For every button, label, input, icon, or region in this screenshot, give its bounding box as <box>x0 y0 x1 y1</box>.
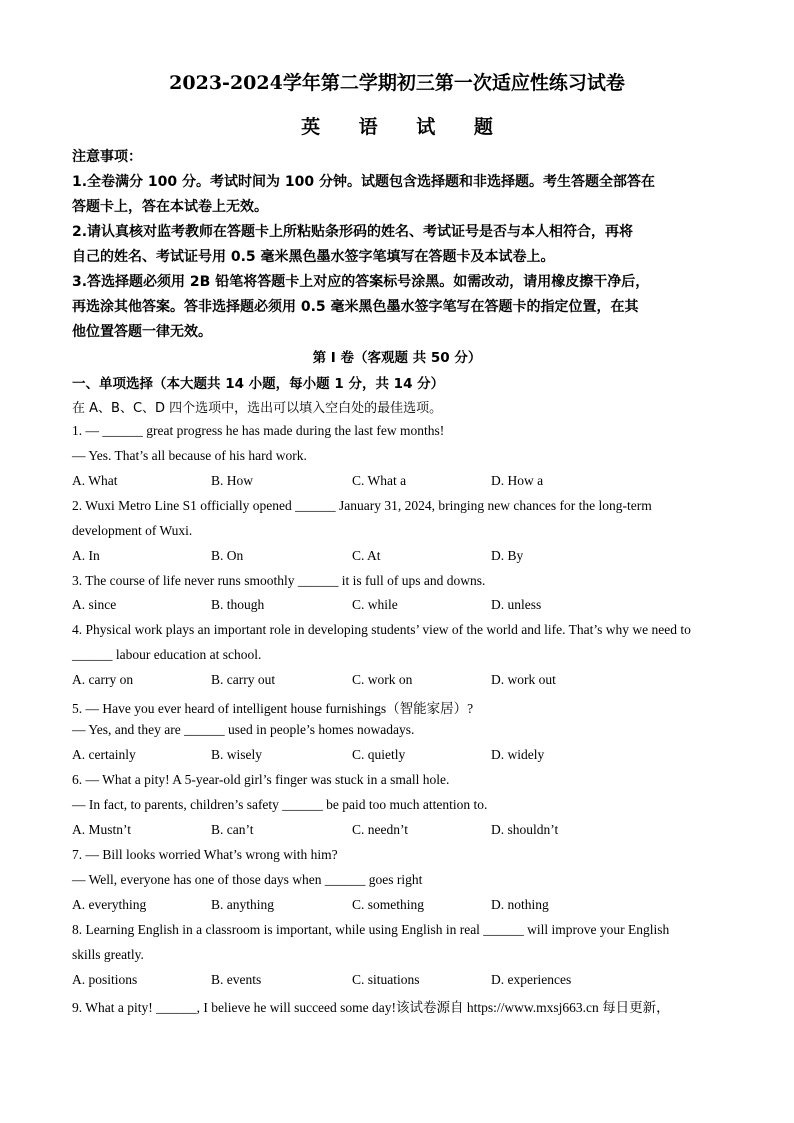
option-a: A. everything <box>72 897 147 912</box>
option-d: D. By <box>491 548 524 563</box>
section-title: 第 I 卷（客观题 共 50 分） <box>312 350 482 366</box>
option-b: B. wisely <box>211 747 263 762</box>
option-d: D. widely <box>491 747 545 762</box>
question-stem: — In fact, to parents, children’s safety ______ be paid too much attention to. <box>72 797 488 812</box>
option-b: B. anything <box>211 897 274 912</box>
notes-heading: 注意事项： <box>72 149 142 165</box>
option-a: A. positions <box>72 972 138 987</box>
note-line: 答题卡上，答在本试卷上无效。 <box>72 199 268 215</box>
note-line: 再选涂其他答案。答非选择题必须用 0.5 毫米黑色墨水签字笔写在答题卡的指定位置，在其 <box>72 299 639 315</box>
question-stem: 7. — Bill looks worried What’s wrong with him? <box>72 847 338 862</box>
option-d: D. shouldn’t <box>491 822 559 837</box>
note-line: 自己的姓名、考试证号用 0.5 毫米黑色墨水签字笔填写在答题卡及本试卷上。 <box>72 249 555 265</box>
option-c: C. work on <box>352 672 413 687</box>
question-stem: 8. Learning English in a classroom is important, while using English in real ______ will improve your English <box>72 922 670 937</box>
option-a: A. since <box>72 597 117 612</box>
note-item-3 <box>72 270 722 345</box>
question-stem: 5. — Have you ever heard of intelligent house furnishings（智能家居）? <box>72 701 474 716</box>
option-c: C. something <box>352 897 425 912</box>
question-stem: 4. Physical work plays an important role in developing students’ view of the world and life. That’s why we need to <box>72 622 691 637</box>
note-line: 他位置答题一律无效。 <box>72 324 212 340</box>
question-stem: 2. Wuxi Metro Line S1 officially opened ______ January 31, 2024, bringing new chances for the long-term <box>72 498 652 513</box>
question-stem: — Yes. That’s all because of his hard work. <box>72 448 307 463</box>
option-b: B. events <box>211 972 262 987</box>
option-c: C. What a <box>352 473 407 488</box>
option-a: A. Mustn’t <box>72 822 132 837</box>
option-a: A. carry on <box>72 672 134 687</box>
subject-title: 英 语 试 题 <box>301 116 509 138</box>
question-stem: 9. What a pity! ______, I believe he will succeed some day!该试卷源自 https://www.mxsj663.cn 每日更新， <box>72 1000 670 1015</box>
question-stem: 1. — ______ great progress he has made during the last few months! <box>72 423 445 438</box>
option-c: C. needn’t <box>352 822 408 837</box>
note-item-1 <box>72 170 722 220</box>
note-line: 2.请认真核对监考教师在答题卡上所粘贴条形码的姓名、考试证号是否与本人相符合，再将 <box>72 224 634 240</box>
question-stem: 6. — What a pity! A 5-year-old girl’s finger was stuck in a small hole. <box>72 772 450 787</box>
option-c: C. At <box>352 548 381 563</box>
option-b: B. How <box>211 473 254 488</box>
question-stem: skills greatly. <box>72 947 144 962</box>
option-d: D. experiences <box>491 972 572 987</box>
option-d: D. nothing <box>491 897 549 912</box>
option-b: B. carry out <box>211 672 276 687</box>
option-d: D. unless <box>491 597 542 612</box>
instruction-text: 在 A、B、C、D 四个选项中，选出可以填入空白处的最佳选项。 <box>72 401 443 416</box>
note-item-2 <box>72 220 722 270</box>
option-a: A. What <box>72 473 118 488</box>
option-b: B. On <box>211 548 244 563</box>
question-stem: 3. The course of life never runs smoothly ______ it is full of ups and downs. <box>72 573 486 588</box>
option-d: D. How a <box>491 473 544 488</box>
option-b: B. though <box>211 597 265 612</box>
question-stem: ______ labour education at school. <box>72 647 262 662</box>
note-line: 1.全卷满分 100 分。考试时间为 100 分钟。试题包含选择题和非选择题。考生答题全部答在 <box>72 174 656 190</box>
question-stem: development of Wuxi. <box>72 523 193 538</box>
option-c: C. situations <box>352 972 420 987</box>
option-a: A. certainly <box>72 747 136 762</box>
question-stem: — Yes, and they are ______ used in people’s homes nowadays. <box>72 722 415 737</box>
option-c: C. quietly <box>352 747 406 762</box>
note-line: 3.答选择题必须用 2B 铅笔将答题卡上对应的答案标号涂黑。如需改动，请用橡皮擦干净后， <box>72 274 650 290</box>
option-d: D. work out <box>491 672 556 687</box>
option-a: A. In <box>72 548 100 563</box>
question-stem: — Well, everyone has one of those days when ______ goes right <box>72 872 423 887</box>
option-c: C. while <box>352 597 398 612</box>
exam-title: 2023-2024学年第二学期初三第一次适应性练习试卷 <box>169 72 625 94</box>
option-b: B. can’t <box>211 822 254 837</box>
part-title: 一、单项选择（本大题共 14 小题，每小题 1 分，共 14 分） <box>72 376 445 392</box>
